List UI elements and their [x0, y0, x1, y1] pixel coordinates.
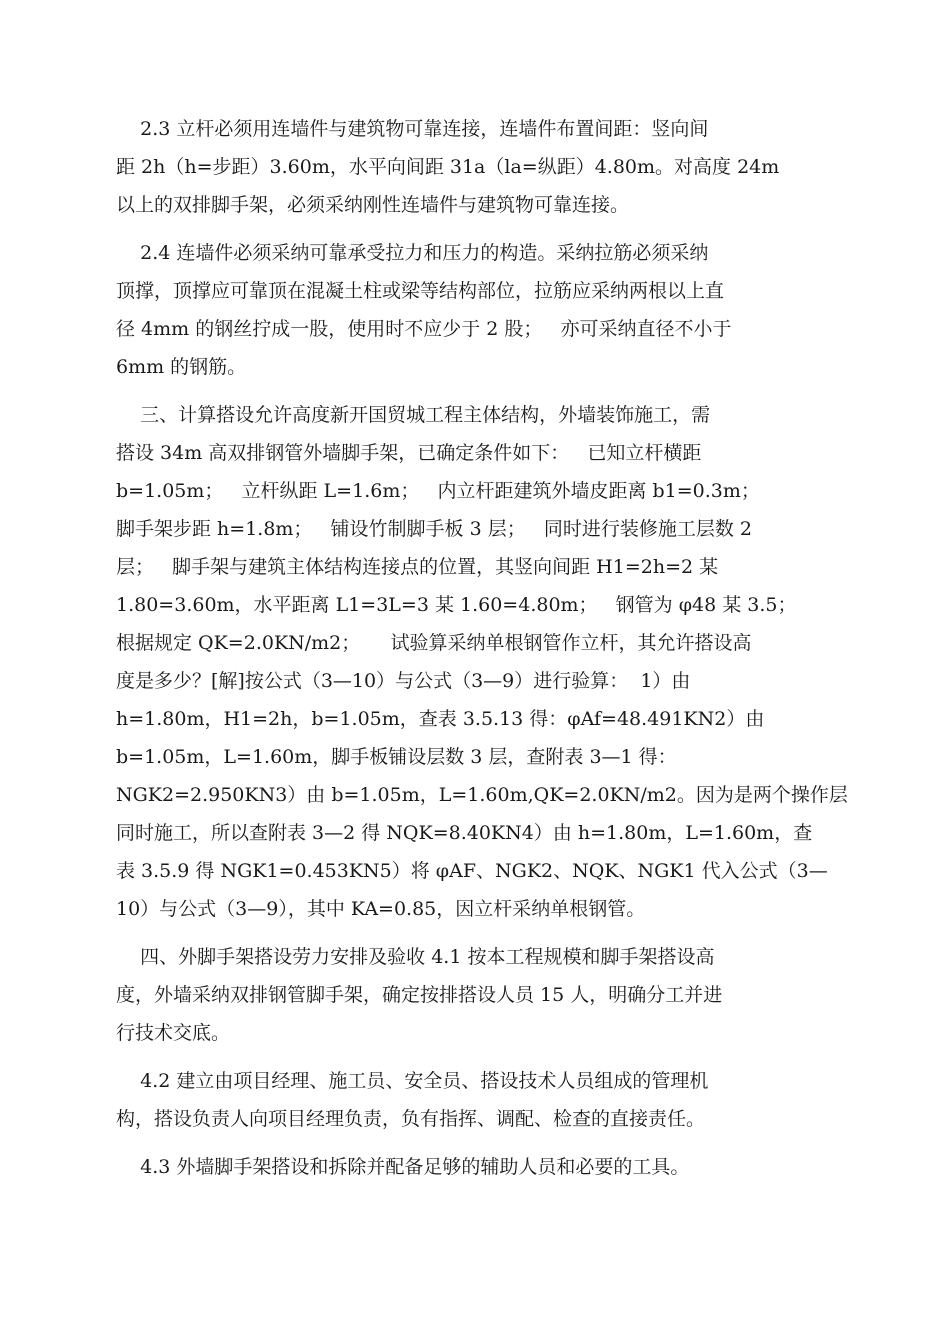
document-page	[116, 110, 848, 1196]
text-line: NGK2=2.950KN3）由 b=1.05m，L=1.60m,QK=2.0KN/m2。因为是两个操作层	[116, 784, 848, 806]
text-line: 度，外墙采纳双排钢管脚手架，确定按排搭设人员 15 人，明确分工并进	[116, 984, 723, 1006]
text-line: 距 2h（h=步距）3.60m，水平向间距 31a（la=纵距）4.80m。对高度 24m	[116, 156, 780, 178]
paragraph-2-4	[116, 234, 834, 386]
text-line: 层； 脚手架与建筑主体结构连接点的位置，其竖向间距 H1=2h=2 某	[116, 556, 719, 578]
text-line: 搭设 34m 高双排钢管外墙脚手架，已确定条件如下： 已知立杆横距	[116, 442, 702, 464]
paragraph-4-3	[116, 1148, 834, 1186]
text-line: 4.3 外墙脚手架搭设和拆除并配备足够的辅助人员和必要的工具。	[116, 1156, 690, 1178]
text-line: 10）与公式（3—9），其中 KA=0.85，因立杆采纳单根钢管。	[116, 898, 646, 920]
text-line: b=1.05m，L=1.60m，脚手板铺设层数 3 层，查附表 3—1 得：	[116, 746, 677, 768]
text-line: 2.4 连墙件必须采纳可靠承受拉力和压力的构造。采纳拉筋必须采纳	[116, 242, 709, 264]
text-line: h=1.80m，H1=2h，b=1.05m，查表 3.5.13 得：φAf=48.491KN2）由	[116, 708, 765, 730]
text-line: 同时施工，所以查附表 3—2 得 NQK=8.40KN4）由 h=1.80m，L=1.60m，查	[116, 822, 813, 844]
text-line: 以上的双排脚手架，必须采纳刚性连墙件与建筑物可靠连接。	[116, 194, 630, 216]
text-line: 根据规定 QK=2.0KN/m2； 试验算采纳单根钢管作立杆，其允许搭设高	[116, 632, 752, 654]
paragraph-2-3	[116, 110, 834, 224]
text-line: 脚手架步距 h=1.8m； 铺设竹制脚手板 3 层； 同时进行装修施工层数 2	[116, 518, 752, 540]
text-line: 径 4mm 的钢丝拧成一股，使用时不应少于 2 股； 亦可采纳直径不小于	[116, 318, 732, 340]
text-line: 行技术交底。	[116, 1022, 231, 1044]
text-line: 度是多少？[解]按公式（3—10）与公式（3—9）进行验算： 1）由	[116, 670, 691, 692]
text-line: 构，搭设负责人向项目经理负责，负有指挥、调配、检查的直接责任。	[116, 1108, 706, 1130]
text-line: 6mm 的钢筋。	[116, 356, 247, 378]
text-line: 三、计算搭设允许高度新开国贸城工程主体结构，外墙装饰施工，需	[116, 404, 711, 426]
paragraph-section-4	[116, 938, 834, 1052]
text-line: 表 3.5.9 得 NGK1=0.453KN5）将 φAF、NGK2、NQK、NGK1 代入公式（3—	[116, 860, 828, 882]
text-line: 顶撑，顶撑应可靠顶在混凝土柱或梁等结构部位，拉筋应采纳两根以上直	[116, 280, 725, 302]
text-line: 四、外脚手架搭设劳力安排及验收 4.1 按本工程规模和脚手架搭设高	[116, 946, 715, 968]
paragraph-4-2	[116, 1062, 834, 1138]
text-line: b=1.05m； 立杆纵距 L=1.6m； 内立杆距建筑外墙皮距离 b1=0.3m；	[116, 480, 760, 502]
text-line: 2.3 立杆必须用连墙件与建筑物可靠连接，连墙件布置间距：竖向间	[116, 118, 709, 140]
paragraph-section-3	[116, 396, 848, 928]
text-line: 4.2 建立由项目经理、施工员、安全员、搭设技术人员组成的管理机	[116, 1070, 709, 1092]
text-line: 1.80=3.60m，水平距离 L1=3L=3 某 1.60=4.80m； 钢管为 φ48 某 3.5；	[116, 594, 797, 616]
